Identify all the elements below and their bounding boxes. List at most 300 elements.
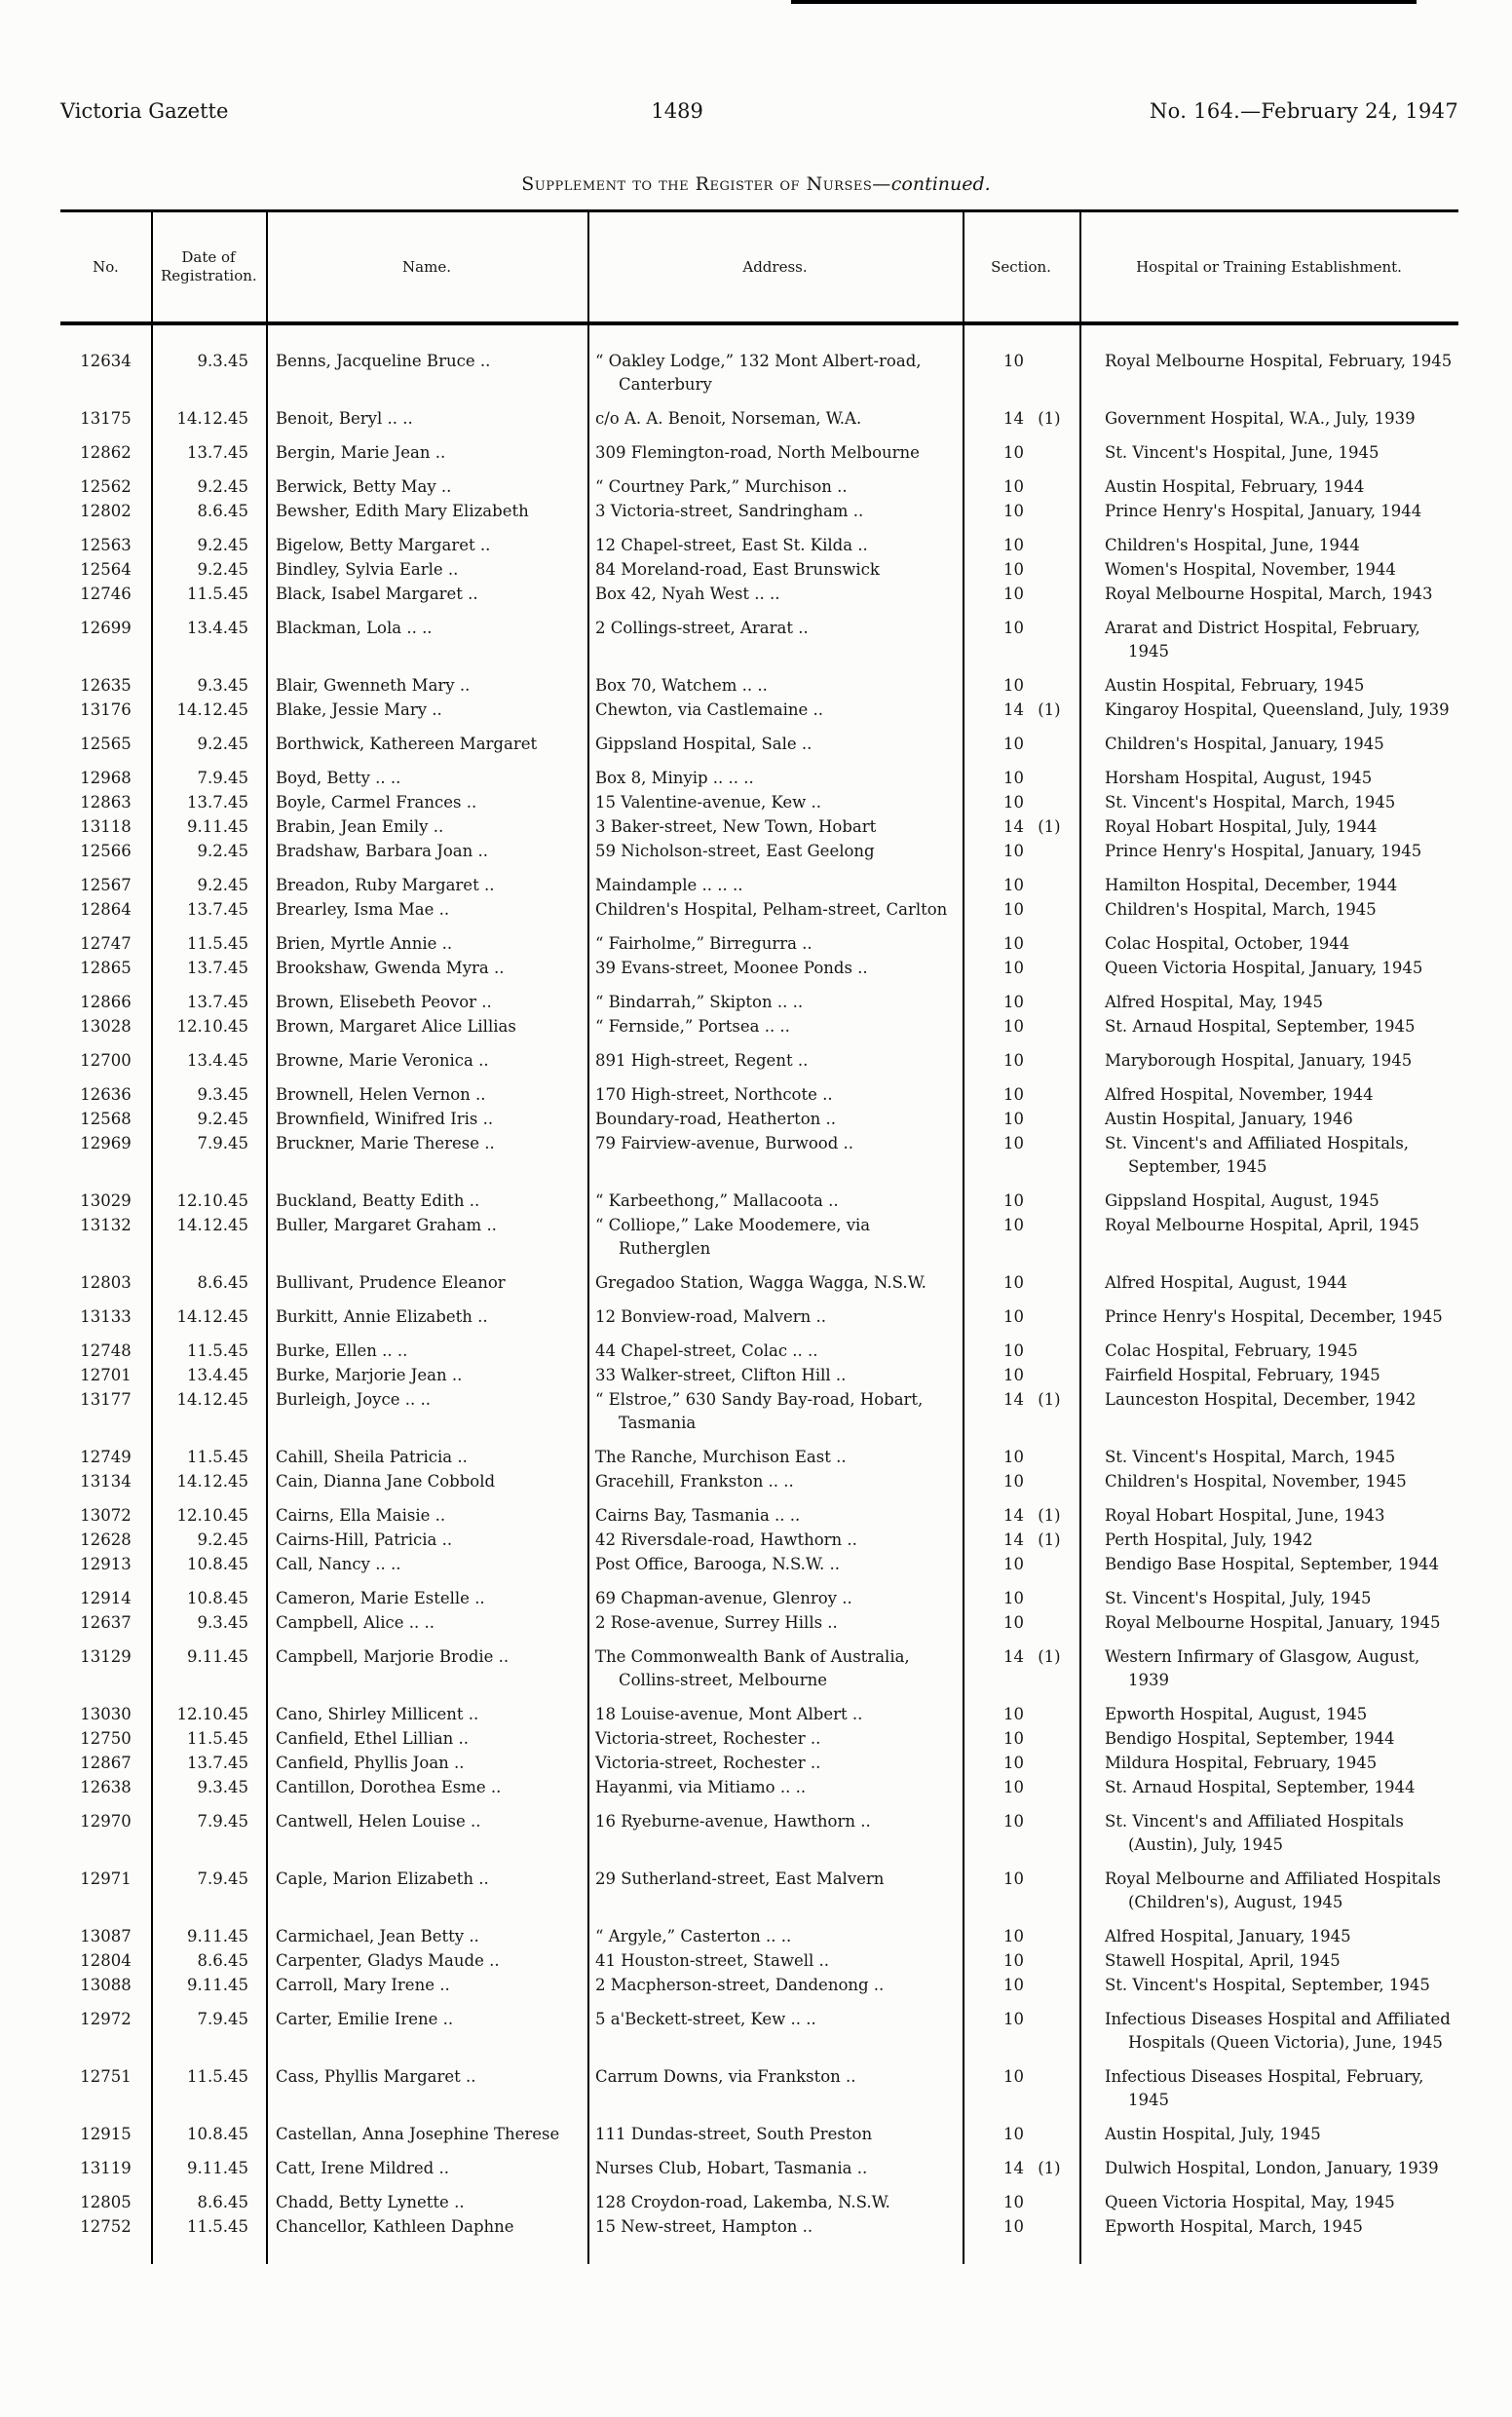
nurse-name: Bigelow, Betty Margaret .. <box>276 536 491 554</box>
registration-number: 12913 <box>80 1555 132 1573</box>
registration-date: 11.5.45 <box>187 934 248 953</box>
header-no: No. <box>93 257 119 276</box>
training-establishment: Royal Hobart Hospital, June, 1943 <box>1105 1506 1385 1525</box>
training-establishment: Perth Hospital, July, 1942 <box>1105 1530 1313 1549</box>
nurse-name: Bradshaw, Barbara Joan .. <box>276 842 488 860</box>
registration-number: 12752 <box>80 2217 132 2236</box>
table-row <box>60 1974 1458 1997</box>
column-divider <box>963 212 964 2264</box>
registration-number: 12864 <box>80 900 132 919</box>
nurse-name: Bindley, Sylvia Earle .. <box>276 560 459 579</box>
training-establishment: Epworth Hospital, March, 1945 <box>1105 2217 1363 2236</box>
table-row <box>60 1446 1458 1469</box>
registration-date: 7.9.45 <box>197 1869 248 1888</box>
registration-date: 8.6.45 <box>197 1951 248 1970</box>
section-value: 14 (1) <box>1003 1390 1061 1409</box>
training-establishment: Prince Henry's Hospital, January, 1944 <box>1105 502 1422 520</box>
nurse-address: 33 Walker-street, Clifton Hill .. <box>595 1366 847 1384</box>
registration-date: 8.6.45 <box>197 1273 248 1292</box>
registration-number: 12563 <box>80 536 132 554</box>
section-value: 10 <box>1003 1017 1024 1036</box>
supplement-title-continued: continued. <box>890 173 991 195</box>
registration-number: 12862 <box>80 443 132 462</box>
training-establishment: St. Arnaud Hospital, September, 1944 <box>1105 1778 1416 1796</box>
registration-number: 12915 <box>80 2125 132 2143</box>
registration-number: 12968 <box>80 769 132 787</box>
nurse-address: Boundary-road, Heatherton .. <box>595 1110 837 1128</box>
section-value: 10 <box>1003 934 1024 953</box>
section-value: 14 (1) <box>1003 2159 1061 2177</box>
nurse-name: Black, Isabel Margaret .. <box>276 585 478 603</box>
supplement-title-text: Supplement to the Register of Nurses— <box>521 173 891 195</box>
nurse-name: Cass, Phyllis Margaret .. <box>276 2067 476 2086</box>
nurse-address: The Ranche, Murchison East .. <box>595 1448 847 1466</box>
training-establishment: Dulwich Hospital, London, January, 1939 <box>1105 2159 1439 2177</box>
registration-date: 9.3.45 <box>197 1778 248 1796</box>
registration-number: 12805 <box>80 2193 132 2211</box>
section-value: 14 (1) <box>1003 700 1061 719</box>
registration-date: 9.3.45 <box>197 1085 248 1104</box>
nurse-address: 891 High-street, Regent .. <box>595 1051 809 1070</box>
section-value: 14 (1) <box>1003 1647 1061 1666</box>
nurse-name: Bullivant, Prudence Eleanor <box>276 1273 506 1292</box>
registration-number: 13088 <box>80 1976 132 1994</box>
section-value: 10 <box>1003 1778 1024 1796</box>
nurse-address: Box 70, Watchem .. .. <box>595 676 768 695</box>
registration-number: 13028 <box>80 1017 132 1036</box>
section-value: 10 <box>1003 2217 1024 2236</box>
registration-date: 9.2.45 <box>197 842 248 860</box>
page-number: 1489 <box>651 99 703 123</box>
nurse-address: Box 42, Nyah West .. .. <box>595 585 780 603</box>
nurse-name: Benns, Jacqueline Bruce .. <box>276 352 491 370</box>
column-divider <box>266 212 268 2264</box>
registration-date: 9.2.45 <box>197 477 248 496</box>
nurse-name: Cairns-Hill, Patricia .. <box>276 1530 453 1549</box>
training-establishment: St. Vincent's Hospital, September, 1945 <box>1105 1976 1430 1994</box>
nurse-name: Burke, Ellen .. .. <box>276 1341 408 1360</box>
registration-date: 10.8.45 <box>187 1555 248 1573</box>
table-row <box>60 1925 1458 1948</box>
nurse-name: Brownell, Helen Vernon .. <box>276 1085 486 1104</box>
registration-date: 13.4.45 <box>187 1366 248 1384</box>
registration-date: 9.2.45 <box>197 560 248 579</box>
section-value: 14 (1) <box>1003 409 1061 428</box>
registration-number: 12636 <box>80 1085 132 1104</box>
nurse-address: 3 Victoria-street, Sandringham .. <box>595 502 864 520</box>
training-establishment: St. Arnaud Hospital, September, 1945 <box>1105 1017 1416 1036</box>
column-divider <box>151 212 153 2264</box>
training-establishment: Horsham Hospital, August, 1945 <box>1105 769 1373 787</box>
table-row <box>60 767 1458 790</box>
registration-date: 10.8.45 <box>187 1589 248 1607</box>
nurse-address: “ Fairholme,” Birregurra .. <box>595 934 813 953</box>
registration-date: 13.7.45 <box>187 443 248 462</box>
nurse-name: Brien, Myrtle Annie .. <box>276 934 453 953</box>
nurse-name: Cahill, Sheila Patricia .. <box>276 1448 468 1466</box>
registration-date: 13.4.45 <box>187 1051 248 1070</box>
registration-number: 12568 <box>80 1110 132 1128</box>
registration-date: 14.12.45 <box>176 1390 248 1409</box>
training-establishment: Royal Hobart Hospital, July, 1944 <box>1105 817 1378 836</box>
registration-number: 13072 <box>80 1506 132 1525</box>
registration-date: 9.2.45 <box>197 735 248 753</box>
table-row <box>60 840 1458 863</box>
registration-number: 12914 <box>80 1589 132 1607</box>
registration-date: 9.2.45 <box>197 1530 248 1549</box>
registration-number: 12746 <box>80 585 132 603</box>
nurse-name: Campbell, Alice .. .. <box>276 1613 435 1632</box>
nurse-address: 2 Collings-street, Ararat .. <box>595 619 809 637</box>
nurse-address: The Commonwealth Bank of Australia, Collins-street, Melbourne <box>595 1647 910 1689</box>
registration-date: 8.6.45 <box>197 2193 248 2211</box>
nurse-address: 5 a'Beckett-street, Kew .. .. <box>595 2010 816 2028</box>
registration-number: 12700 <box>80 1051 132 1070</box>
registration-date: 13.7.45 <box>187 1754 248 1772</box>
table-row <box>60 617 1458 663</box>
nurse-name: Bewsher, Edith Mary Elizabeth <box>276 502 529 520</box>
training-establishment: Colac Hospital, February, 1945 <box>1105 1341 1358 1360</box>
section-value: 10 <box>1003 1754 1024 1772</box>
section-value: 10 <box>1003 1472 1024 1491</box>
registration-date: 11.5.45 <box>187 585 248 603</box>
registration-number: 12804 <box>80 1951 132 1970</box>
header-section: Section. <box>991 257 1051 276</box>
nurse-name: Blair, Gwenneth Mary .. <box>276 676 471 695</box>
nurse-address: Children's Hospital, Pelham-street, Carlton <box>595 900 948 919</box>
table-row <box>60 1868 1458 1914</box>
column-divider <box>1079 212 1081 2264</box>
section-value: 10 <box>1003 876 1024 894</box>
table-row <box>60 957 1458 980</box>
registration-number: 13132 <box>80 1216 132 1234</box>
table-row <box>60 1305 1458 1329</box>
nurse-name: Carpenter, Gladys Maude .. <box>276 1951 500 1970</box>
nurse-address: Post Office, Barooga, N.S.W. .. <box>595 1555 840 1573</box>
registration-date: 11.5.45 <box>187 2217 248 2236</box>
training-establishment: Fairfield Hospital, February, 1945 <box>1105 1366 1380 1384</box>
registration-number: 13175 <box>80 409 132 428</box>
table-row <box>60 1271 1458 1295</box>
nurse-address: Gippsland Hospital, Sale .. <box>595 735 813 753</box>
table-row <box>60 1214 1458 1261</box>
section-value: 10 <box>1003 1869 1024 1888</box>
training-establishment: Royal Melbourne Hospital, February, 1945 <box>1105 352 1453 370</box>
registration-number: 12970 <box>80 1812 132 1831</box>
table-row <box>60 1553 1458 1576</box>
registration-number: 12971 <box>80 1869 132 1888</box>
registration-date: 13.7.45 <box>187 993 248 1011</box>
registration-date: 12.10.45 <box>176 1506 248 1525</box>
table-row <box>60 1388 1458 1435</box>
section-value: 10 <box>1003 352 1024 370</box>
registration-date: 13.7.45 <box>187 793 248 812</box>
section-value: 10 <box>1003 2010 1024 2028</box>
training-establishment: Prince Henry's Hospital, January, 1945 <box>1105 842 1422 860</box>
table-row <box>60 699 1458 722</box>
nurse-name: Burleigh, Joyce .. .. <box>276 1390 431 1409</box>
supplement-title <box>0 173 1512 195</box>
registration-number: 13133 <box>80 1307 132 1326</box>
training-establishment: Austin Hospital, July, 1945 <box>1105 2125 1321 2143</box>
table-row <box>60 1340 1458 1363</box>
nurse-name: Burkitt, Annie Elizabeth .. <box>276 1307 488 1326</box>
registration-date: 11.5.45 <box>187 1448 248 1466</box>
section-value: 10 <box>1003 1307 1024 1326</box>
training-establishment: Prince Henry's Hospital, December, 1945 <box>1105 1307 1443 1326</box>
nurse-name: Brownfield, Winifred Iris .. <box>276 1110 494 1128</box>
nurse-address: “ Bindarrah,” Skipton .. .. <box>595 993 804 1011</box>
nurse-address: 42 Riversdale-road, Hawthorn .. <box>595 1530 857 1549</box>
table-row <box>60 475 1458 499</box>
nurse-name: Castellan, Anna Josephine Therese <box>276 2125 560 2143</box>
nurse-address: 111 Dundas-street, South Preston <box>595 2125 873 2143</box>
nurse-name: Cano, Shirley Millicent .. <box>276 1705 479 1723</box>
training-establishment: Alfred Hospital, January, 1945 <box>1105 1927 1351 1945</box>
masthead <box>60 99 1458 123</box>
nurse-name: Bruckner, Marie Therese .. <box>276 1134 495 1152</box>
table-row <box>60 407 1458 431</box>
registration-number: 12747 <box>80 934 132 953</box>
table-row <box>60 1470 1458 1493</box>
nurse-name: Cantwell, Helen Louise .. <box>276 1812 481 1831</box>
nurse-name: Campbell, Marjorie Brodie .. <box>276 1647 510 1666</box>
registration-date: 9.11.45 <box>187 1976 248 1994</box>
training-establishment: Royal Melbourne Hospital, January, 1945 <box>1105 1613 1441 1632</box>
section-value: 10 <box>1003 560 1024 579</box>
section-value: 10 <box>1003 1927 1024 1945</box>
training-establishment: Queen Victoria Hospital, May, 1945 <box>1105 2193 1395 2211</box>
nurses-register-table <box>60 209 1458 2264</box>
training-establishment: Royal Melbourne Hospital, April, 1945 <box>1105 1216 1419 1234</box>
nurse-name: Bergin, Marie Jean .. <box>276 443 446 462</box>
nurse-name: Breadon, Ruby Margaret .. <box>276 876 495 894</box>
training-establishment: Maryborough Hospital, January, 1945 <box>1105 1051 1413 1070</box>
table-row <box>60 1752 1458 1775</box>
nurse-address: Chewton, via Castlemaine .. <box>595 700 823 719</box>
training-establishment: St. Vincent's and Affiliated Hospitals (Austin), July, 1945 <box>1105 1812 1404 1854</box>
nurse-address: 41 Houston-street, Stawell .. <box>595 1951 830 1970</box>
training-establishment: Children's Hospital, March, 1945 <box>1105 900 1377 919</box>
nurse-name: Canfield, Phyllis Joan .. <box>276 1754 465 1772</box>
table-row <box>60 815 1458 839</box>
training-establishment: St. Vincent's Hospital, July, 1945 <box>1105 1589 1372 1607</box>
registration-date: 11.5.45 <box>187 2067 248 2086</box>
section-value: 10 <box>1003 900 1024 919</box>
header-hospital: Hospital or Training Establishment. <box>1136 257 1402 276</box>
registration-date: 10.8.45 <box>187 2125 248 2143</box>
nurse-address: Hayanmi, via Mitiamo .. .. <box>595 1778 807 1796</box>
section-value: 10 <box>1003 2067 1024 2086</box>
nurse-address: 12 Chapel-street, East St. Kilda .. <box>595 536 868 554</box>
table-row <box>60 898 1458 922</box>
registration-number: 12638 <box>80 1778 132 1796</box>
registration-number: 12863 <box>80 793 132 812</box>
section-value: 10 <box>1003 1555 1024 1573</box>
nurse-address: 15 Valentine-avenue, Kew .. <box>595 793 821 812</box>
registration-date: 9.2.45 <box>197 1110 248 1128</box>
training-establishment: Austin Hospital, February, 1945 <box>1105 676 1365 695</box>
training-establishment: Royal Melbourne Hospital, March, 1943 <box>1105 585 1433 603</box>
table-row <box>60 1364 1458 1387</box>
registration-number: 12566 <box>80 842 132 860</box>
training-establishment: Colac Hospital, October, 1944 <box>1105 934 1350 953</box>
registration-number: 12865 <box>80 959 132 977</box>
registration-number: 12803 <box>80 1273 132 1292</box>
training-establishment: Infectious Diseases Hospital and Affiliated Hospitals (Queen Victoria), June, 1945 <box>1105 2010 1451 2052</box>
registration-number: 13030 <box>80 1705 132 1723</box>
section-value: 10 <box>1003 2193 1024 2211</box>
section-value: 10 <box>1003 1812 1024 1831</box>
section-value: 10 <box>1003 477 1024 496</box>
training-establishment: Austin Hospital, February, 1944 <box>1105 477 1365 496</box>
training-establishment: Alfred Hospital, November, 1944 <box>1105 1085 1374 1104</box>
nurse-address: 44 Chapel-street, Colac .. .. <box>595 1341 818 1360</box>
nurse-name: Cairns, Ella Maisie .. <box>276 1506 446 1525</box>
nurse-name: Buller, Margaret Graham .. <box>276 1216 497 1234</box>
registration-date: 7.9.45 <box>197 769 248 787</box>
nurse-address: “ Oakley Lodge,” 132 Mont Albert-road, Canterbury <box>595 352 922 394</box>
nurse-name: Cameron, Marie Estelle .. <box>276 1589 485 1607</box>
nurse-address: 170 High-street, Northcote .. <box>595 1085 833 1104</box>
table-row <box>60 2065 1458 2112</box>
registration-date: 13.7.45 <box>187 959 248 977</box>
nurse-address: Victoria-street, Rochester .. <box>595 1729 821 1748</box>
registration-number: 13087 <box>80 1927 132 1945</box>
nurse-address: 128 Croydon-road, Lakemba, N.S.W. <box>595 2193 890 2211</box>
training-establishment: Ararat and District Hospital, February, 1945 <box>1105 619 1420 661</box>
section-value: 10 <box>1003 585 1024 603</box>
table-row <box>60 1049 1458 1073</box>
table-body <box>60 325 1458 2264</box>
registration-date: 9.11.45 <box>187 1647 248 1666</box>
table-row <box>60 441 1458 465</box>
table-row <box>60 991 1458 1014</box>
section-value: 14 (1) <box>1003 1530 1061 1549</box>
table-row <box>60 350 1458 397</box>
nurse-address: 309 Flemington-road, North Melbourne <box>595 443 920 462</box>
section-value: 14 (1) <box>1003 817 1061 836</box>
registration-date: 13.7.45 <box>187 900 248 919</box>
section-value: 10 <box>1003 1110 1024 1128</box>
registration-date: 9.11.45 <box>187 817 248 836</box>
nurse-address: Gregadoo Station, Wagga Wagga, N.S.W. <box>595 1273 926 1292</box>
table-header <box>60 212 1458 325</box>
table-row <box>60 1587 1458 1610</box>
nurse-name: Boyle, Carmel Frances .. <box>276 793 477 812</box>
nurse-address: Cairns Bay, Tasmania .. .. <box>595 1506 801 1525</box>
table-row <box>60 1776 1458 1799</box>
section-value: 10 <box>1003 959 1024 977</box>
registration-date: 14.12.45 <box>176 1307 248 1326</box>
nurse-name: Brabin, Jean Emily .. <box>276 817 444 836</box>
registration-number: 12567 <box>80 876 132 894</box>
training-establishment: St. Vincent's Hospital, March, 1945 <box>1105 1448 1396 1466</box>
nurse-address: 2 Rose-avenue, Surrey Hills .. <box>595 1613 838 1632</box>
registration-number: 12701 <box>80 1366 132 1384</box>
training-establishment: Government Hospital, W.A., July, 1939 <box>1105 409 1416 428</box>
registration-number: 13118 <box>80 817 132 836</box>
training-establishment: Alfred Hospital, August, 1944 <box>1105 1273 1347 1292</box>
column-divider <box>587 212 589 2264</box>
section-value: 14 (1) <box>1003 1506 1061 1525</box>
nurse-address: 2 Macpherson-street, Dandenong .. <box>595 1976 885 1994</box>
section-value: 10 <box>1003 1341 1024 1360</box>
training-establishment: St. Vincent's and Affiliated Hospitals, September, 1945 <box>1105 1134 1410 1176</box>
table-row <box>60 500 1458 523</box>
section-value: 10 <box>1003 1951 1024 1970</box>
registration-date: 7.9.45 <box>197 1134 248 1152</box>
table-row <box>60 733 1458 756</box>
table-row <box>60 1810 1458 1857</box>
nurse-name: Blackman, Lola .. .. <box>276 619 433 637</box>
training-establishment: Austin Hospital, January, 1946 <box>1105 1110 1353 1128</box>
registration-date: 11.5.45 <box>187 1729 248 1748</box>
table-row <box>60 2191 1458 2214</box>
registration-number: 12751 <box>80 2067 132 2086</box>
registration-number: 12699 <box>80 619 132 637</box>
nurse-name: Borthwick, Kathereen Margaret <box>276 735 538 753</box>
registration-number: 13119 <box>80 2159 132 2177</box>
registration-number: 12972 <box>80 2010 132 2028</box>
registration-date: 9.11.45 <box>187 1927 248 1945</box>
registration-number: 12750 <box>80 1729 132 1748</box>
registration-date: 9.3.45 <box>197 352 248 370</box>
nurse-name: Browne, Marie Veronica .. <box>276 1051 489 1070</box>
section-value: 10 <box>1003 1613 1024 1632</box>
nurse-name: Chadd, Betty Lynette .. <box>276 2193 465 2211</box>
nurse-address: 79 Fairview-avenue, Burwood .. <box>595 1134 853 1152</box>
training-establishment: Bendigo Hospital, September, 1944 <box>1105 1729 1395 1748</box>
section-value: 10 <box>1003 443 1024 462</box>
registration-number: 12748 <box>80 1341 132 1360</box>
nurse-address: “ Courtney Park,” Murchison .. <box>595 477 848 496</box>
registration-number: 12802 <box>80 502 132 520</box>
registration-number: 13134 <box>80 1472 132 1491</box>
registration-number: 12628 <box>80 1530 132 1549</box>
section-value: 10 <box>1003 1051 1024 1070</box>
table-row <box>60 1703 1458 1726</box>
nurse-address: “ Karbeethong,” Mallacoota .. <box>595 1191 839 1210</box>
registration-date: 12.10.45 <box>176 1017 248 1036</box>
training-establishment: St. Vincent's Hospital, June, 1945 <box>1105 443 1380 462</box>
section-value: 10 <box>1003 793 1024 812</box>
registration-date: 8.6.45 <box>197 502 248 520</box>
training-establishment: Mildura Hospital, February, 1945 <box>1105 1754 1378 1772</box>
training-establishment: Queen Victoria Hospital, January, 1945 <box>1105 959 1423 977</box>
nurse-name: Burke, Marjorie Jean .. <box>276 1366 463 1384</box>
registration-number: 12564 <box>80 560 132 579</box>
nurse-address: Nurses Club, Hobart, Tasmania .. <box>595 2159 868 2177</box>
section-value: 10 <box>1003 1191 1024 1210</box>
table-row <box>60 2215 1458 2239</box>
table-row <box>60 1083 1458 1107</box>
nurse-name: Berwick, Betty May .. <box>276 477 452 496</box>
training-establishment: Western Infirmary of Glasgow, August, 1939 <box>1105 1647 1420 1689</box>
nurse-address: Maindample .. .. .. <box>595 876 743 894</box>
nurse-name: Cantillon, Dorothea Esme .. <box>276 1778 502 1796</box>
table-row <box>60 674 1458 698</box>
registration-date: 14.12.45 <box>176 1472 248 1491</box>
registration-number: 13029 <box>80 1191 132 1210</box>
section-value: 10 <box>1003 1705 1024 1723</box>
nurse-name: Canfield, Ethel Lillian .. <box>276 1729 470 1748</box>
registration-number: 12635 <box>80 676 132 695</box>
nurse-address: 39 Evans-street, Moonee Ponds .. <box>595 959 868 977</box>
nurse-address: 18 Louise-avenue, Mont Albert .. <box>595 1705 863 1723</box>
table-row <box>60 1949 1458 1973</box>
nurse-name: Caple, Marion Elizabeth .. <box>276 1869 489 1888</box>
